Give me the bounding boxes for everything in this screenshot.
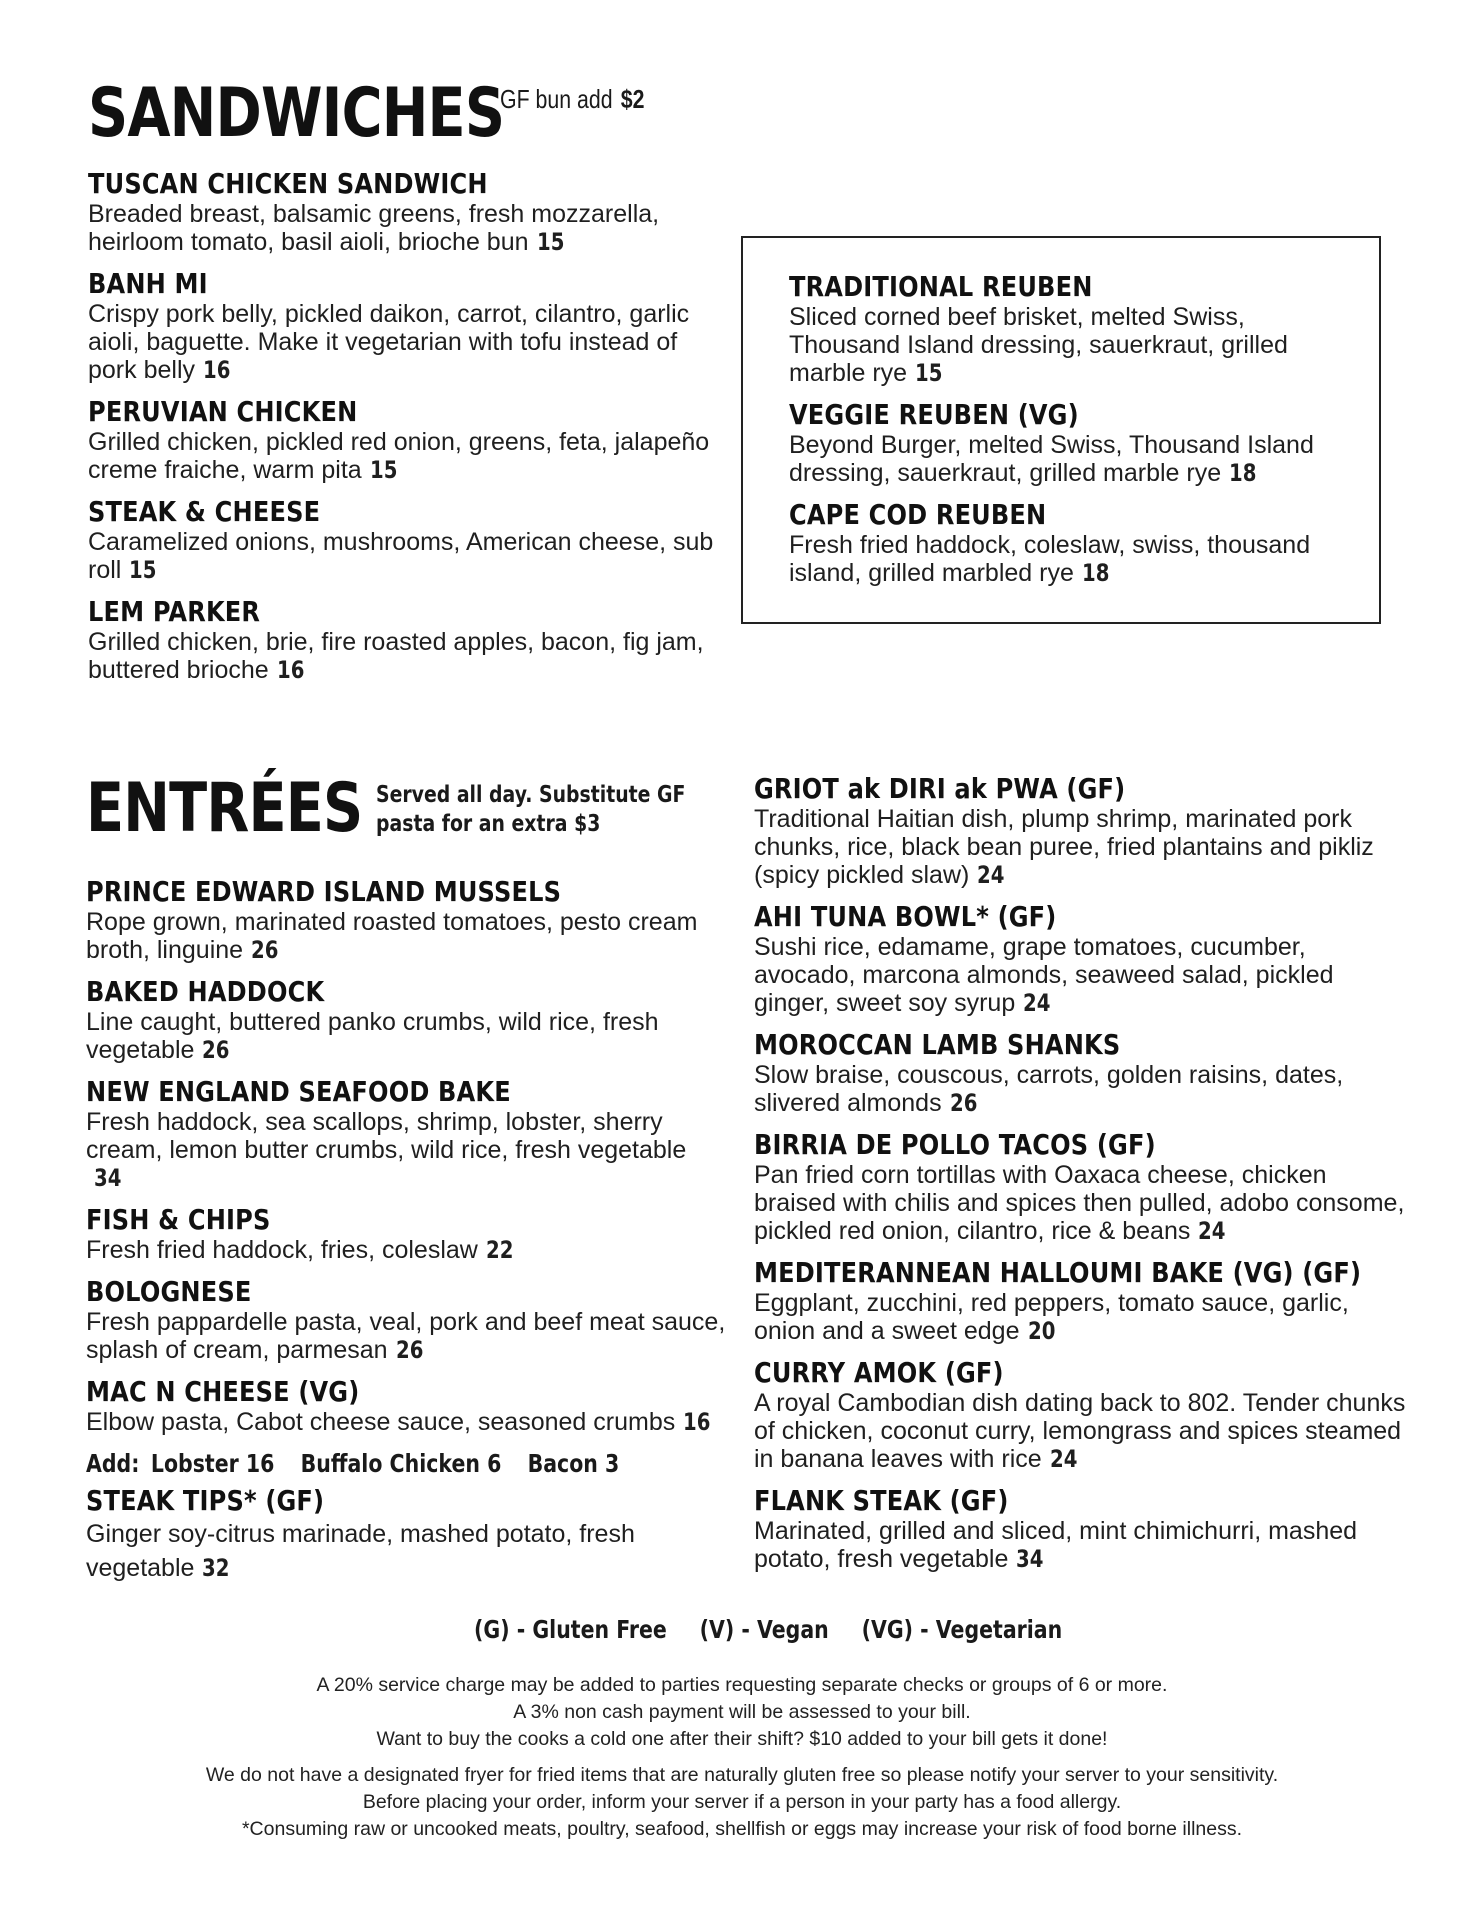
menu-item-price: 24 [1023,989,1051,1017]
menu-item-description: Beyond Burger, melted Swiss, Thousand Island dressing, sauerkraut, grilled marble rye [789,431,1314,487]
gf-bun-note [500,84,645,115]
menu-item-price: 22 [485,1236,514,1264]
menu-item-name: CURRY AMOK (GF) [754,1356,1004,1389]
menu-item-desc [88,428,728,484]
menu-item-name: BAKED HADDOCK [86,975,325,1008]
menu-item-price: 32 [202,1554,230,1582]
menu-item-birria-de-pollo-tacos-gf [754,1128,1414,1245]
addon-option: Buffalo Chicken 6 [300,1449,502,1478]
menu-item-moroccan-lamb-shanks [754,1028,1414,1117]
menu-item-description: Fresh haddock, sea scallops, shrimp, lobster, sherry cream, lemon butter crumbs, wild rice, fresh vegetable [86,1108,687,1164]
menu-item-desc [88,628,728,684]
menu-item-description: Sushi rice, edamame, grape tomatoes, cucumber, avocado, marcona almonds, seaweed salad, pickled ginger, sweet soy syrup [754,933,1334,1017]
menu-item-peruvian-chicken [88,395,728,484]
menu-item-price: 24 [1198,1217,1226,1245]
menu-item-fish-chips [86,1203,726,1264]
menu-item-description: Ginger soy-citrus marinade, mashed potato, fresh vegetable [86,1520,635,1582]
footer-line: *Consuming raw or uncooked meats, poultry, seafood, shellfish or eggs may increase your risk of food borne illness. [241,1818,1243,1840]
menu-item-name: MAC N CHEESE (VG) [86,1375,360,1408]
menu-item-price: 15 [129,556,157,584]
menu-item-ahi-tuna-bowl-gf [754,900,1414,1017]
menu-item-price: 16 [276,656,305,684]
gf-bun-note-text: GF bun add [500,84,613,114]
menu-item-name: PRINCE EDWARD ISLAND MUSSELS [86,875,562,908]
menu-item-price: 20 [1027,1317,1055,1345]
menu-item-baked-haddock [86,975,726,1064]
sandwiches-title: SANDWICHES [88,74,505,153]
entree-list-right [754,772,1414,1584]
menu-item-name: TUSCAN CHICKEN SANDWICH [88,167,488,200]
menu-item-desc [88,200,728,256]
menu-item-desc [754,805,1414,889]
menu-item-name: MEDITERANNEAN HALLOUMI BAKE (VG) (GF) [754,1256,1362,1289]
menu-item-tuscan-chicken-sandwich [88,167,728,256]
menu-item-steak-tips-gf [86,1484,726,1585]
menu-item-desc [754,1289,1414,1345]
menu-item-desc [86,1517,726,1585]
menu-item-description: Fresh fried haddock, fries, coleslaw [86,1236,478,1264]
menu-item-new-england-seafood-bake [86,1075,726,1192]
menu-item-price: 24 [977,861,1005,889]
menu-item-bolognese [86,1275,726,1364]
addon-option: Lobster 16 [150,1449,275,1478]
menu-item-name: LEM PARKER [88,595,261,628]
menu-item-description: Elbow pasta, Cabot cheese sauce, seasoned crumbs [86,1408,676,1436]
menu-item-price: 16 [203,356,231,384]
menu-item-name: FISH & CHIPS [86,1203,271,1236]
menu-item-description: Line caught, buttered panko crumbs, wild rice, fresh vegetable [86,1008,659,1064]
menu-item-description: Caramelized onions, mushrooms, American cheese, sub roll [88,528,714,584]
menu-item-desc [86,1008,726,1064]
menu-item-prince-edward-island-mussels [86,875,726,964]
menu-item-name: MOROCCAN LAMB SHANKS [754,1028,1121,1061]
gf-bun-price: $2 [620,84,645,114]
menu-item-mac-n-cheese-vg [86,1375,726,1436]
menu-item-traditional-reuben [789,270,1359,387]
menu-item-price: 15 [536,228,564,256]
diet-legend [474,1615,1095,1644]
menu-item-description: Fresh fried haddock, coleslaw, swiss, thousand island, grilled marbled rye [789,531,1311,587]
menu-item-price: 18 [1081,559,1110,587]
menu-item-name: BANH MI [88,267,208,300]
menu-item-mediterannean-halloumi-bake-vg-gf [754,1256,1414,1345]
menu-item-desc [86,1236,726,1264]
menu-item-description: Crispy pork belly, pickled daikon, carrot, cilantro, garlic aioli, baguette. Make it vegetarian with tofu instead of pork belly [88,300,690,384]
legend-gluten-free: (G) - Gluten Free [474,1615,667,1644]
menu-item-desc [88,300,728,384]
menu-item-name: PERUVIAN CHICKEN [88,395,358,428]
mac-addons [86,1449,620,1478]
reuben-list [789,270,1359,598]
menu-item-name: NEW ENGLAND SEAFOOD BAKE [86,1075,511,1108]
menu-item-price: 16 [683,1408,711,1436]
menu-item-price: 26 [202,1036,230,1064]
entrees-note: Served all day. Substitute GF pasta for an extra $3 [376,782,686,837]
menu-item-desc [86,1108,726,1192]
menu-item-name: AHI TUNA BOWL* (GF) [754,900,1057,933]
menu-item-banh-mi [88,267,728,384]
menu-item-flank-steak-gf [754,1484,1414,1573]
menu-item-description: Breaded breast, balsamic greens, fresh mozzarella, heirloom tomato, basil aioli, brioche bun [88,200,660,256]
menu-item-name: FLANK STEAK (GF) [754,1484,1009,1517]
menu-item-description: Eggplant, zucchini, red peppers, tomato sauce, garlic, onion and a sweet edge [754,1289,1349,1345]
menu-item-desc [789,303,1359,387]
menu-item-name: GRIOT ak DIRI ak PWA (GF) [754,772,1126,805]
menu-item-description: Grilled chicken, brie, fire roasted apples, bacon, fig jam, buttered brioche [88,628,704,684]
menu-item-description: Traditional Haitian dish, plump shrimp, marinated pork chunks, rice, black bean puree, fried plantains and pikliz (spicy pickled slaw) [754,805,1374,889]
menu-item-description: Marinated, grilled and sliced, mint chimichurri, mashed potato, fresh vegetable [754,1517,1358,1573]
menu-item-description: Sliced corned beef brisket, melted Swiss, Thousand Island dressing, sauerkraut, grilled marble rye [789,303,1288,387]
menu-item-desc [754,1517,1414,1573]
menu-item-name: CAPE COD REUBEN [789,498,1047,531]
menu-item-price: 15 [915,359,943,387]
menu-item-description: Slow braise, couscous, carrots, golden raisins, dates, slivered almonds [754,1061,1344,1117]
menu-item-desc [754,1061,1414,1117]
menu-item-curry-amok-gf [754,1356,1414,1473]
reuben-box [741,236,1381,624]
entrees-title: ENTRÉES [86,769,363,848]
menu-item-price: 18 [1229,459,1257,487]
menu-item-price: 26 [395,1336,423,1364]
legend-vegan: (V) - Vegan [699,1615,829,1644]
menu-item-price: 34 [94,1164,122,1192]
footer-line: A 20% service charge may be added to parties requesting separate checks or groups of 6 or more. [316,1674,1168,1696]
footer-line: Want to buy the cooks a cold one after their shift? $10 added to your bill gets it done! [376,1728,1108,1750]
menu-item-description: Fresh pappardelle pasta, veal, pork and beef meat sauce, splash of cream, parmesan [86,1308,726,1364]
menu-item-desc [754,1389,1414,1473]
menu-item-steak-cheese [88,495,728,584]
menu-item-name: BOLOGNESE [86,1275,252,1308]
menu-item-desc [754,933,1414,1017]
legend-vegetarian: (VG) - Vegetarian [861,1615,1063,1644]
menu-item-price: 15 [369,456,398,484]
menu-item-griot-ak-diri-ak-pwa-gf [754,772,1414,889]
entree-list-left [86,875,726,1596]
footer-line: We do not have a designated fryer for fried items that are naturally gluten free so please notify your server to your sensitivity. [205,1764,1279,1786]
menu-item-name: BIRRIA DE POLLO TACOS (GF) [754,1128,1156,1161]
menu-item-desc [88,528,728,584]
addon-option: Bacon 3 [527,1449,620,1478]
menu-item-description: A royal Cambodian dish dating back to 802. Tender chunks of chicken, coconut curry, lemongrass and spices steamed in banana leaves with rice [754,1389,1406,1473]
footer-line: A 3% non cash payment will be assessed to your bill. [513,1701,971,1723]
menu-item-name: STEAK & CHEESE [88,495,321,528]
menu-item-desc [789,431,1359,487]
menu-item-desc [86,1408,726,1436]
menu-item-lem-parker [88,595,728,684]
menu-item-price: 24 [1049,1445,1078,1473]
menu-item-name: TRADITIONAL REUBEN [789,270,1093,303]
menu-item-description: Pan fried corn tortillas with Oaxaca cheese, chicken braised with chilis and spices then pulled, adobo consome, pickled red onion, cilantro, rice & beans [754,1161,1405,1245]
menu-item-price: 26 [251,936,279,964]
menu-item-description: Rope grown, marinated roasted tomatoes, pesto cream broth, linguine [86,908,698,964]
footer-policies [0,1672,1484,1843]
menu-item-veggie-reuben-vg [789,398,1359,487]
menu-item-description: Grilled chicken, pickled red onion, greens, feta, jalapeño creme fraiche, warm pita [88,428,710,484]
menu-item-desc [86,1308,726,1364]
menu-item-cape-cod-reuben [789,498,1359,587]
sandwich-list-left [88,167,728,695]
menu-item-price: 34 [1016,1545,1044,1573]
menu-item-desc [789,531,1359,587]
menu-item-price: 26 [949,1089,977,1117]
menu-item-desc [86,908,726,964]
menu-item-name: STEAK TIPS* (GF) [86,1484,325,1517]
addons-label: Add: [86,1449,140,1478]
menu-item-name: VEGGIE REUBEN (VG) [789,398,1079,431]
menu-item-desc [754,1161,1414,1245]
footer-line: Before placing your order, inform your server if a person in your party has a food allergy. [362,1791,1122,1813]
